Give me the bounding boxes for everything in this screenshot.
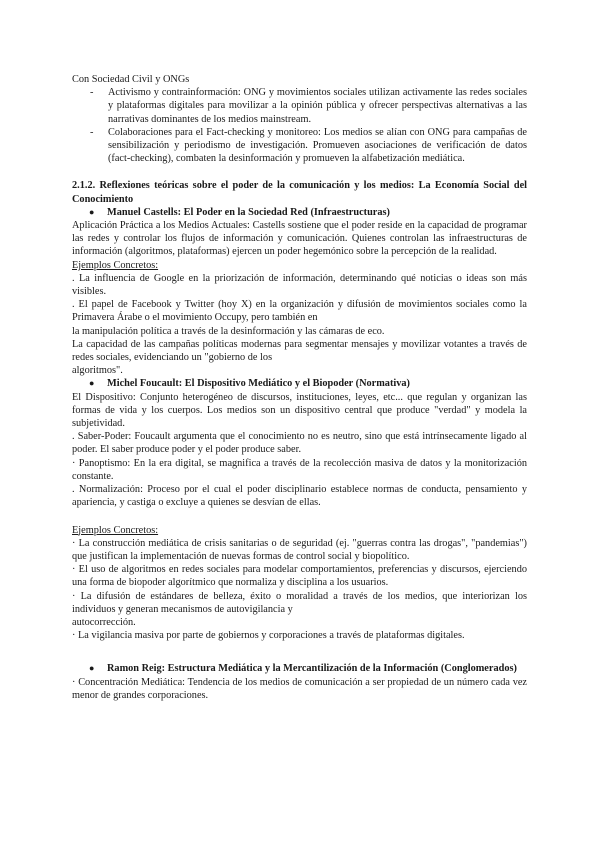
reig-heading: ● Ramon Reig: Estructura Mediática y la Mercantilización de la Información (Conglomerados) <box>89 663 517 675</box>
document-page <box>72 73 527 702</box>
foucault-paragraph: El Dispositivo: Conjunto heterogéneo de discursos, instituciones, leyes, etc... que regulan y organizan las formas de vida y los cuerpos. Los medios son un dispositivo central que produce "verdad" y modela la subjetividad. <box>72 391 527 430</box>
dash-marker: - <box>90 126 94 138</box>
list-item <box>72 86 527 126</box>
examples-label: Ejemplos Concretos: <box>72 259 159 271</box>
list-item-text: Colaboraciones para el Fact-checking y monitoreo: Los medios se alían con ONG para campañas de sensibilización y periodismo de investigación. Promueven asociaciones de verificación de datos (fact-checking), combaten la desinformación y promueven la alfabetización mediática. <box>108 126 527 165</box>
castells-heading: ● Manuel Castells: El Poder en la Sociedad Red (Infraestructuras) <box>89 206 390 218</box>
example-item: autocorrección. <box>72 616 136 628</box>
dash-marker: - <box>90 87 94 99</box>
example-item: La capacidad de las campañas políticas modernas para segmentar mensajes y movilizar votantes a través de redes sociales, evidenciando un "gobierno de los <box>72 338 527 364</box>
example-item: · La difusión de estándares de belleza, éxito o moralidad a través de los medios, que interiorizan los individuos y generan mecanismos de autovigilancia y <box>72 590 527 615</box>
bullet-icon: ● <box>89 206 95 217</box>
example-item: . La influencia de Google en la priorización de información, determinando qué noticias o ideas son más visibles. <box>72 272 527 298</box>
section-heading: 2.1.2. Reflexiones teóricas sobre el poder de la comunicación y los medios: La Economía Social del Conocimiento <box>72 180 527 205</box>
reig-paragraph: · Concentración Mediática: Tendencia de los medios de comunicación a ser propiedad de un número cada vez menor de grandes corporaciones. <box>72 676 527 701</box>
castells-paragraph: Aplicación Práctica a los Medios Actuales: Castells sostiene que el poder reside en la capacidad de programar las redes y controlar los flujos de información y comunicación. Quienes controlan las infraestructuras de información (algoritmos, plataformas) ejercen un poder hegemónico sobre la percepción de la realidad. <box>72 220 527 258</box>
bullet-icon: ● <box>89 378 95 389</box>
example-item: · La construcción mediática de crisis sanitarias o de seguridad (ej. "guerras contra las drogas", "pandemias") que justifican la implementación de nuevas formas de control social y biopolítico. <box>72 537 527 562</box>
example-item: · La vigilancia masiva por parte de gobiernos y corporaciones a través de plataformas digitales. <box>72 630 465 642</box>
foucault-paragraph: . Normalización: Proceso por el cual el poder disciplinario establece normas de conducta, pensamiento y apariencia, y castiga o excluye a quienes se desvían de ellas. <box>72 484 527 509</box>
example-item: . El papel de Facebook y Twitter (hoy X) en la organización y difusión de movimientos sociales como la Primavera Árabe o el movimiento Occupy, pero también en <box>72 299 527 324</box>
list-item-text: Activismo y contrainformación: ONG y movimientos sociales utilizan activamente las redes sociales y plataformas digitales para movilizar a la opinión pública y ofrecer perspectivas alternativas a las narrativas dominantes de los medios mainstream. <box>108 87 527 125</box>
foucault-heading: ● Michel Foucault: El Dispositivo Mediático y el Biopoder (Normativa) <box>89 378 410 390</box>
list-item <box>72 126 527 166</box>
examples-label: Ejemplos Concretos: <box>72 524 159 536</box>
foucault-paragraph: . Saber-Poder: Foucault argumenta que el conocimiento no es neutro, sino que está intrínsecamente ligado al poder. El saber produce poder y el poder produce saber. <box>72 431 527 456</box>
foucault-paragraph: · Panoptismo: En la era digital, se magnifica a través de la recolección masiva de datos y la monitorización constante. <box>72 457 527 482</box>
example-item: algoritmos". <box>72 365 123 377</box>
example-item: la manipulación política a través de la desinformación y las cámaras de eco. <box>72 325 385 337</box>
intro-line: Con Sociedad Civil y ONGs <box>72 74 190 85</box>
bullet-icon: ● <box>89 663 95 674</box>
example-item: · El uso de algoritmos en redes sociales para modelar comportamientos, preferencias y discursos, ejerciendo una forma de biopoder algorítmico que normaliza y disciplina a los usuarios. <box>72 564 527 589</box>
